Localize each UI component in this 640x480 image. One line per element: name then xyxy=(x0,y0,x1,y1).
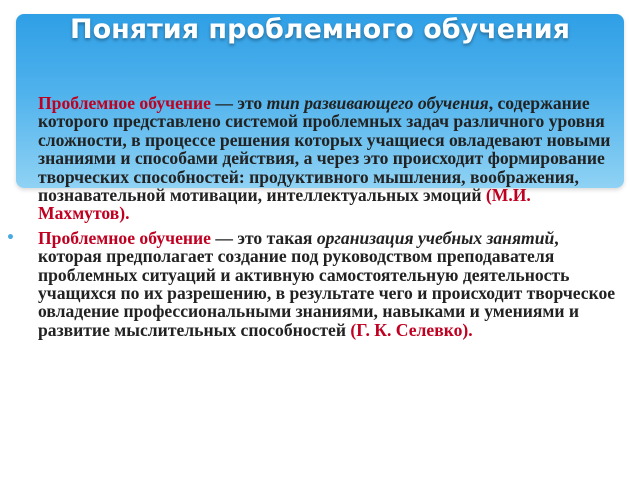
bullet-icon: • xyxy=(6,229,15,246)
slide-content xyxy=(6,94,616,345)
paragraph-connector: — это xyxy=(210,93,267,113)
paragraph-body: , содержание которого представлено системой проблемных задач различного уровня сложности, в процессе решения которых учащиеся овладевают новыми знаниями и способами действия, а через это происходит формирование творческих способностей: продуктивного мышления, воображения, познавательной мотивации, интеллектуальных эмоций xyxy=(38,93,611,206)
paragraph-citation: (Г. К. Селевко). xyxy=(350,319,473,340)
term-label: Проблемное обучение xyxy=(38,227,211,248)
slide-title: Понятия проблемного обучения xyxy=(69,14,570,45)
paragraph-citation: (М.И. Махмутов). xyxy=(38,185,531,224)
definition-paragraph-1 xyxy=(6,94,616,223)
paragraph-body: , которая предполагает создание под руководством преподавателя проблемных ситуаций и активную самостоятельную деятельность учащихся по их разрешению, в результате чего и происходит творческое овладение профессиональными знаниями, навыками и умениями и развитие мыслительных способностей xyxy=(38,227,616,340)
paragraph-emphasis: тип развивающего обучения xyxy=(266,93,489,113)
term-label: Проблемное обучение xyxy=(38,93,211,113)
paragraph-connector: — это такая xyxy=(210,227,317,248)
paragraph-emphasis: организация учебных занятий xyxy=(316,227,555,248)
definition-paragraph-2 xyxy=(6,229,616,339)
